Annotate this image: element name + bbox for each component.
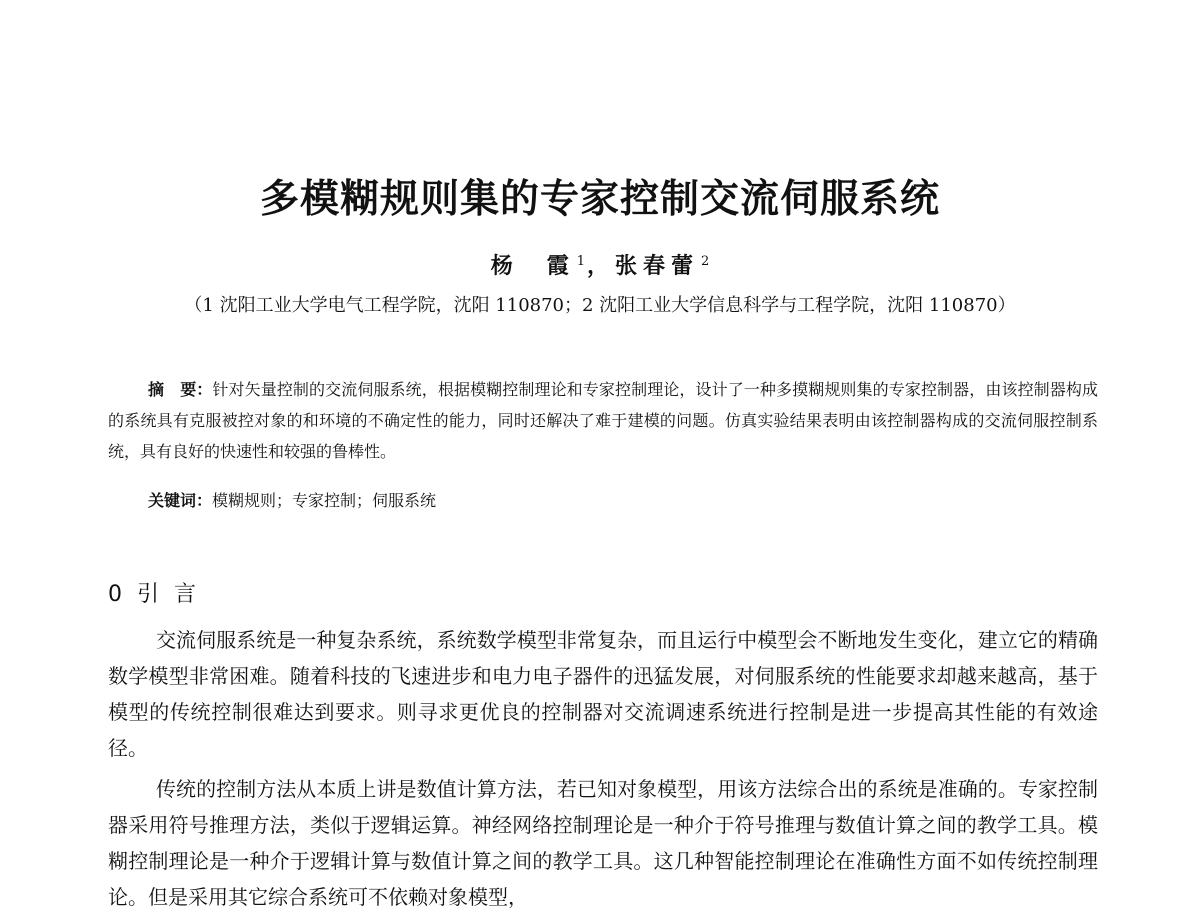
- body-paragraph: 传统的控制方法从本质上讲是数值计算方法，若已知对象模型，用该方法综合出的系统是准确的。专家控制器采用符号推理方法，类似于逻辑运算。神经网络控制理论是一种介于符号推理与数值计算之间的教学工具。模糊控制理论是一种介于逻辑计算与数值计算之间的教学工具。这几种智能控制理论在准确性方面不如传统控制理论。但是采用其它综合系统可不依赖对象模型，: [108, 777, 1098, 909]
- keywords-text: 模糊规则；专家控制；伺服系统: [212, 491, 437, 510]
- affiliation-mark: 1: [576, 253, 585, 269]
- affiliations: （1 沈阳工业大学电气工程学院，沈阳 110870；2 沈阳工业大学信息科学与工程学院，沈阳 110870）: [184, 295, 1016, 316]
- paper-title: 多模糊规则集的专家控制交流伺服系统: [259, 177, 940, 222]
- section-heading: 0 引 言: [108, 582, 200, 607]
- keywords-label: 关键词：: [148, 491, 213, 510]
- author-separator: ，: [586, 253, 609, 279]
- author-name: 张春蕾: [615, 253, 700, 279]
- keywords: [148, 485, 1098, 516]
- author-name: 杨 霞: [490, 253, 575, 279]
- author-line: [0, 249, 1200, 280]
- abstract-label: 摘 要：: [148, 380, 213, 399]
- body-paragraph: 交流伺服系统是一种复杂系统，系统数学模型非常复杂，而且运行中模型会不断地发生变化，建立它的精确数学模型非常困难。随着科技的飞速进步和电力电子器件的迅猛发展，对伺服系统的性能要求却越来越高，基于模型的传统控制很难达到要求。则寻求更优良的控制器对交流调速系统进行控制是进一步提高其性能的有效途径。: [108, 628, 1098, 760]
- abstract: [108, 374, 1098, 467]
- abstract-text: 针对矢量控制的交流伺服系统，根据模糊控制理论和专家控制理论，设计了一种多摸糊规则集的专家控制器，由该控制器构成的系统具有克服被控对象的和环境的不确定性的能力，同时还解决了难于建模的问题。仿真实验结果表明由该控制器构成的交流伺服控制系统，具有良好的快速性和较强的鲁棒性。: [108, 380, 1098, 461]
- affiliation-mark: 2: [701, 253, 710, 269]
